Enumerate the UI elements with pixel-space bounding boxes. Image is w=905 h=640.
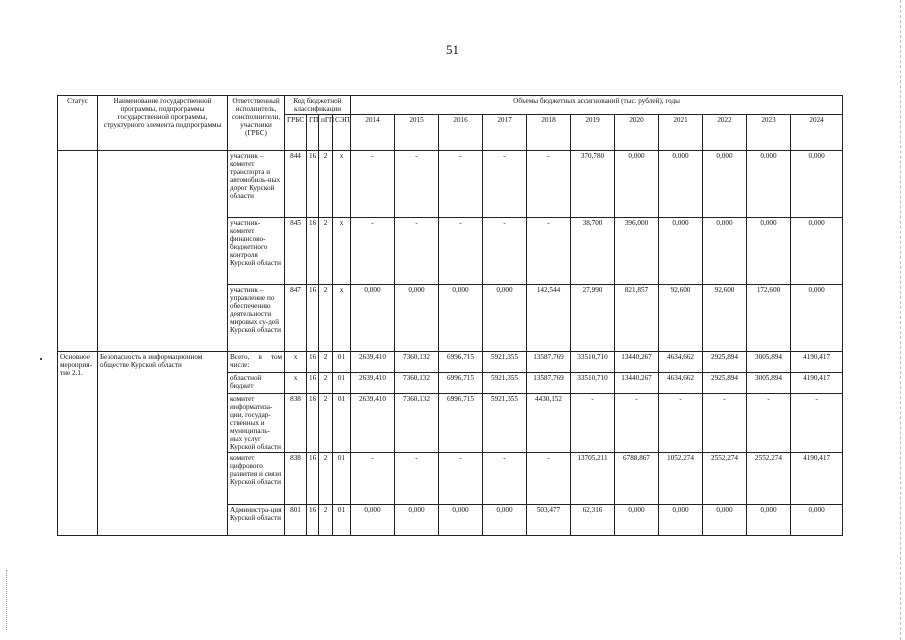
value-cell: 0,000 [395,285,439,352]
header-year: 2018 [527,115,571,151]
value-cell: 6788,867 [615,453,659,505]
executor-cell: участник – комитет транспорта и автомобиль-ных дорог Курской области [228,151,285,218]
code-cell: 847 [285,285,307,352]
code-cell: 01 [333,373,351,394]
value-cell: 92,600 [703,285,747,352]
value-cell: 3005,894 [747,373,791,394]
header-year: 2023 [747,115,791,151]
value-cell: 0,000 [615,151,659,218]
value-cell: 0,000 [791,151,843,218]
code-cell: х [285,373,307,394]
value-cell: - [571,394,615,453]
value-cell: - [527,453,571,505]
code-cell: х [285,352,307,373]
value-cell: 821,857 [615,285,659,352]
header-year: 2015 [395,115,439,151]
header-volumes: Объемы бюджетных ассигнований (тыс. рублей), годы [351,96,843,115]
value-cell: 6996,715 [439,394,483,453]
value-cell: 2925,894 [703,373,747,394]
value-cell: - [351,151,395,218]
executor-cell: комитет информатиза-ции, государ-ственных и муниципаль-ных услуг Курской области [228,394,285,453]
value-cell: - [483,218,527,285]
value-cell: - [351,453,395,505]
value-cell: 0,000 [483,505,527,536]
value-cell: 0,000 [703,505,747,536]
code-cell: 16 [307,218,319,285]
value-cell: - [395,151,439,218]
value-cell: 396,000 [615,218,659,285]
executor-cell: областной бюджет [228,373,285,394]
value-cell: 6996,715 [439,352,483,373]
code-cell: 16 [307,394,319,453]
value-cell: 2639,410 [351,394,395,453]
header-code-gp: ГП [307,115,319,151]
executor-cell: участник-комитет финансово-бюджетного контроля Курской области [228,218,285,285]
header-year: 2024 [791,115,843,151]
value-cell: 0,000 [791,285,843,352]
value-cell: 2552,274 [703,453,747,505]
margin-marks [6,570,8,630]
status-cell [58,151,98,352]
header-year: 2021 [659,115,703,151]
code-cell: х [333,218,351,285]
header-year: 2022 [703,115,747,151]
value-cell: 92,600 [659,285,703,352]
value-cell: 2925,894 [703,352,747,373]
code-cell: 838 [285,453,307,505]
value-cell: - [483,453,527,505]
value-cell: 0,000 [351,285,395,352]
code-cell: 838 [285,394,307,453]
value-cell: 0,000 [703,218,747,285]
value-cell: - [395,453,439,505]
code-cell: 2 [319,505,333,536]
margin-dot [40,358,42,360]
value-cell: - [703,394,747,453]
value-cell: 0,000 [439,505,483,536]
value-cell: 38,700 [571,218,615,285]
executor-cell: участник – управление по обеспечению деятельности мировых су-дей Курской области [228,285,285,352]
value-cell: 33510,710 [571,373,615,394]
value-cell: - [395,218,439,285]
value-cell: - [439,151,483,218]
value-cell: 172,600 [747,285,791,352]
executor-cell: комитет цифрового развития и связи Курской области [228,453,285,505]
code-cell: 801 [285,505,307,536]
value-cell: - [527,218,571,285]
code-cell: 845 [285,218,307,285]
value-cell: 4430,152 [527,394,571,453]
value-cell: 0,000 [659,151,703,218]
code-cell: 16 [307,373,319,394]
value-cell: 0,000 [615,505,659,536]
value-cell: 13440,267 [615,352,659,373]
header-name: Наименование государственной программы, подпрограммы государственной программы, структурного элемента подпрограммы [98,96,228,151]
value-cell: 33510,710 [571,352,615,373]
code-cell: 16 [307,151,319,218]
value-cell: 13705,211 [571,453,615,505]
page-edge-line [899,0,901,640]
value-cell: - [483,151,527,218]
value-cell: 0,000 [791,218,843,285]
value-cell: 0,000 [747,505,791,536]
code-cell: 01 [333,505,351,536]
value-cell: - [747,394,791,453]
header-year: 2020 [615,115,659,151]
header-code-sep: СЭП [333,115,351,151]
table-row [58,352,843,373]
value-cell: 1052,274 [659,453,703,505]
value-cell: 0,000 [659,218,703,285]
header-code-pgp: пГП [319,115,333,151]
code-cell: 2 [319,394,333,453]
code-cell: 01 [333,453,351,505]
value-cell: 5921,355 [483,394,527,453]
code-cell: 01 [333,394,351,453]
value-cell: 13587,769 [527,352,571,373]
code-cell: 2 [319,151,333,218]
value-cell: - [351,218,395,285]
value-cell: - [439,218,483,285]
value-cell: 4190,417 [791,453,843,505]
status-cell: Основное мероприя-тие 2.1. [58,352,98,536]
value-cell: 7360,132 [395,394,439,453]
value-cell: 13440,267 [615,373,659,394]
header-year: 2019 [571,115,615,151]
value-cell: 2639,410 [351,352,395,373]
value-cell: 0,000 [747,218,791,285]
value-cell: 142,544 [527,285,571,352]
code-cell: 2 [319,352,333,373]
code-cell: х [333,285,351,352]
value-cell: 0,000 [395,505,439,536]
budget-table [57,95,843,536]
header-codes: Код бюджетной классификации [285,96,351,115]
executor-cell: Всего, в том числе: [228,352,285,373]
value-cell: 7360,132 [395,352,439,373]
code-cell: 16 [307,285,319,352]
header-year: 2017 [483,115,527,151]
value-cell: 0,000 [791,505,843,536]
header-code-grbs: ГРБС [285,115,307,151]
value-cell: 27,990 [571,285,615,352]
code-cell: 2 [319,453,333,505]
code-cell: 2 [319,218,333,285]
code-cell: 844 [285,151,307,218]
value-cell: - [791,394,843,453]
code-cell: 16 [307,505,319,536]
executor-cell: Администра-ция Курской области [228,505,285,536]
code-cell: 01 [333,352,351,373]
value-cell: 62,316 [571,505,615,536]
value-cell: 370,780 [571,151,615,218]
code-cell: 16 [307,352,319,373]
value-cell: 0,000 [747,151,791,218]
value-cell: 0,000 [351,505,395,536]
header-year: 2016 [439,115,483,151]
value-cell: - [439,453,483,505]
header-executor: Ответственный исполнитель, соисполнители, участники (ГРБС) [228,96,285,151]
value-cell: 4190,417 [791,352,843,373]
value-cell: 0,000 [483,285,527,352]
value-cell: 5921,355 [483,352,527,373]
value-cell: 4190,417 [791,373,843,394]
name-cell: Безопасность в информационном обществе Курской области [98,352,228,536]
value-cell: 6996,715 [439,373,483,394]
table-row [58,151,843,218]
value-cell: - [659,394,703,453]
header-status: Статус [58,96,98,151]
value-cell: 503,477 [527,505,571,536]
name-cell [98,151,228,352]
value-cell: 7360,132 [395,373,439,394]
value-cell: 2639,410 [351,373,395,394]
value-cell: 4634,662 [659,352,703,373]
value-cell: 0,000 [703,151,747,218]
code-cell: 16 [307,453,319,505]
value-cell: 5921,355 [483,373,527,394]
code-cell: х [333,151,351,218]
page-number: 51 [446,42,459,57]
value-cell: 13587,769 [527,373,571,394]
header-year: 2014 [351,115,395,151]
code-cell: 2 [319,285,333,352]
value-cell: 3005,894 [747,352,791,373]
value-cell: 4634,662 [659,373,703,394]
value-cell: 2552,274 [747,453,791,505]
value-cell: 0,000 [439,285,483,352]
value-cell: 0,000 [659,505,703,536]
value-cell: - [527,151,571,218]
value-cell: - [615,394,659,453]
code-cell: 2 [319,373,333,394]
